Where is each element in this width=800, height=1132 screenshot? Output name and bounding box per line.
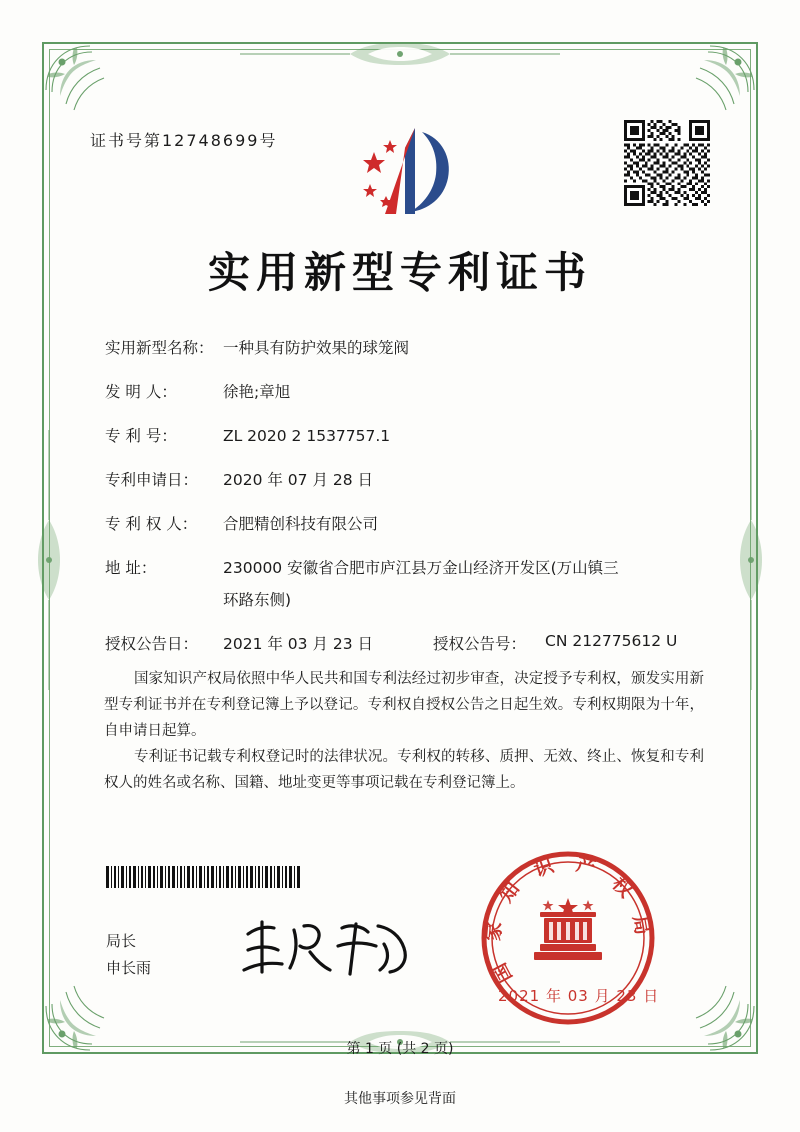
legal-paragraph-2	[104, 744, 704, 796]
paragraph-text: 专利证书记载专利权登记时的法律状况。专利权的转移、质押、无效、终止、恢复和专利权人的姓名或名称、国籍、地址变更等事项记载在专利登记簿上。	[104, 749, 704, 791]
field-value: 一种具有防护效果的球笼阀	[223, 339, 410, 357]
page-title: 实用新型专利证书	[207, 248, 592, 297]
legal-paragraph-1	[104, 666, 704, 744]
field-value	[223, 556, 705, 610]
seal-date: 2021 年 03 月 23 日	[498, 987, 660, 1005]
announcement-number-value: CN 212775612 U	[545, 632, 678, 650]
director-title: 局长	[106, 932, 137, 950]
field-address	[105, 556, 705, 610]
announcement-date-value: 2021 年 03 月 23 日	[223, 635, 374, 653]
field-value-line1: 230000 安徽省合肥市庐江县万金山经济开发区(万山镇三	[223, 559, 619, 577]
director-name: 申长雨	[106, 959, 152, 977]
cnipa-logo-icon	[352, 118, 460, 226]
svg-text:权: 权	[607, 873, 637, 902]
svg-text:国: 国	[488, 959, 517, 987]
corner-ornament-icon	[674, 40, 760, 126]
announcement-date-label: 授权公告日：	[105, 635, 199, 653]
certificate-number: 证书号第12748699号	[90, 131, 278, 150]
field-value: 徐艳;章旭	[223, 383, 291, 401]
edge-ornament-icon	[240, 41, 560, 67]
svg-text:产: 产	[574, 853, 598, 880]
corner-ornament-icon	[40, 40, 126, 126]
field-label: 地 址：	[105, 559, 157, 577]
field-label: 专 利 权 人：	[105, 515, 198, 533]
field-announcement	[105, 632, 705, 654]
edge-ornament-icon	[738, 430, 764, 690]
qr-code-icon	[624, 120, 710, 206]
signature-block	[106, 928, 151, 982]
field-utility-model-name	[105, 336, 705, 358]
field-patent-number	[105, 424, 705, 446]
svg-text:家: 家	[482, 921, 507, 942]
announcement-number-label: 授权公告号：	[433, 635, 527, 653]
field-application-date	[105, 468, 705, 490]
paragraph-text: 国家知识产权局依照中华人民共和国专利法经过初步审查，决定授予专利权，颁发实用新型专利证书并在专利登记簿上予以登记。专利权自授权公告之日起生效。专利权期限为十年，自申请日起算。	[104, 671, 704, 739]
field-label: 实用新型名称：	[105, 339, 214, 357]
field-value: 合肥精创科技有限公司	[223, 515, 379, 533]
field-value-line2: 环路东侧)	[223, 591, 292, 609]
svg-text:知: 知	[495, 878, 525, 907]
page-number: 第 1 页 (共 2 页)	[346, 1041, 454, 1057]
svg-text:识: 识	[531, 854, 557, 882]
field-label: 专 利 号：	[105, 427, 177, 445]
footer-note: 其他事项参见背面	[344, 1091, 456, 1107]
field-value: 2020 年 07 月 28 日	[223, 471, 374, 489]
field-label: 专利申请日：	[105, 471, 199, 489]
field-value: ZL 2020 2 1537757.1	[223, 427, 391, 445]
field-label: 发 明 人：	[105, 383, 177, 401]
field-list	[105, 336, 705, 676]
field-inventor	[105, 380, 705, 402]
field-patentee	[105, 512, 705, 534]
edge-ornament-icon	[36, 430, 62, 690]
barcode-icon	[106, 866, 302, 888]
svg-text:局: 局	[628, 913, 654, 937]
handwritten-signature-icon	[238, 910, 418, 988]
